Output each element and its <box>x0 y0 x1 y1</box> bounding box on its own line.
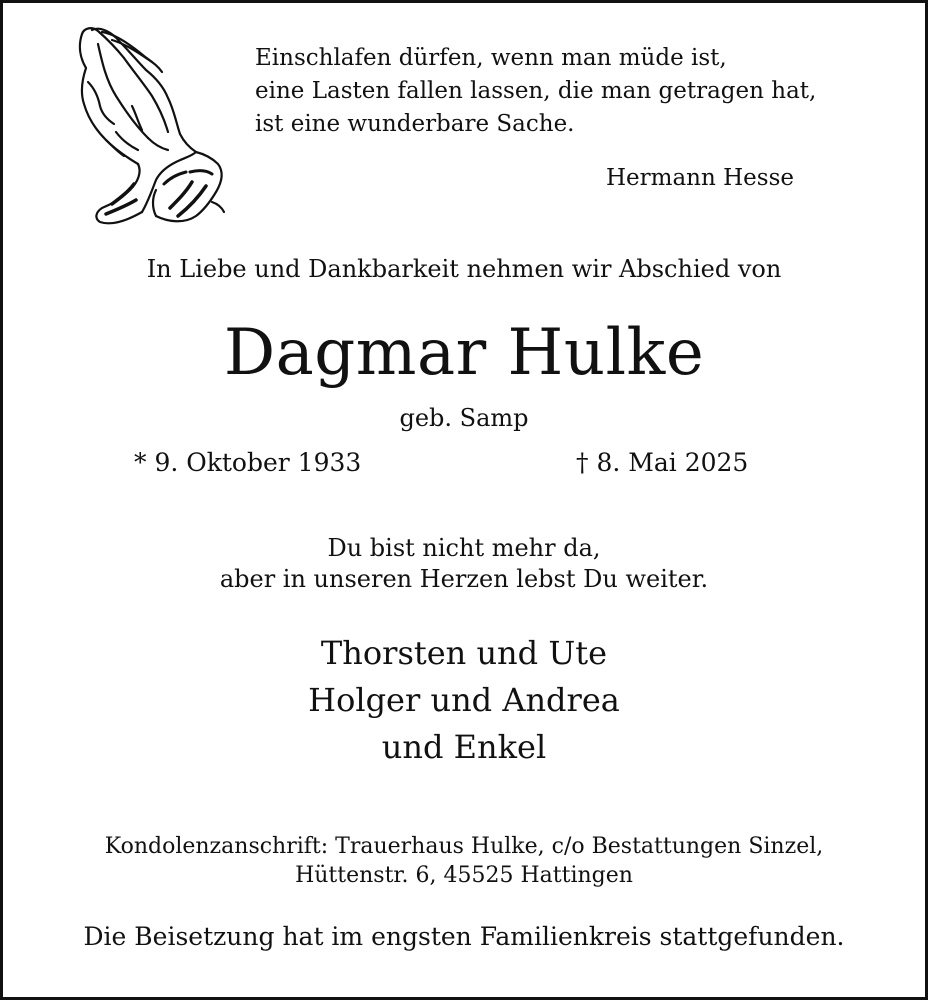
funeral-note: Die Beisetzung hat im engsten Familienkreis stattgefunden. <box>83 922 845 951</box>
verse-line: Du bist nicht mehr da, <box>327 534 601 562</box>
death-date: † 8. Mai 2025 <box>576 448 749 477</box>
address-line: Hüttenstr. 6, 45525 Hattingen <box>295 863 633 888</box>
quote-author: Hermann Hesse <box>606 165 795 191</box>
family-line: Thorsten und Ute <box>320 634 608 672</box>
address-line: Kondolenzanschrift: Trauerhaus Hulke, c/o Bestattungen Sinzel, <box>104 834 824 859</box>
quote-block <box>255 42 895 141</box>
quote-line: ist eine wunderbare Sache. <box>255 111 575 137</box>
deceased-name: Dagmar Hulke <box>223 316 705 390</box>
maiden-name: geb. Samp <box>399 404 529 432</box>
quote-line: eine Lasten fallen lassen, die man getragen hat, <box>255 78 817 104</box>
condolence-address <box>0 832 928 890</box>
family-line: Holger und Andrea <box>308 681 620 719</box>
intro-text: In Liebe und Dankbarkeit nehmen wir Abschied von <box>146 255 782 283</box>
verse-line: aber in unseren Herzen lebst Du weiter. <box>219 565 709 593</box>
family-line: und Enkel <box>381 728 547 766</box>
family-names <box>0 630 928 771</box>
quote-line: Einschlafen dürfen, wenn man müde ist, <box>255 45 727 71</box>
praying-hands-icon <box>72 22 228 227</box>
memorial-verse <box>0 533 928 595</box>
birth-date: * 9. Oktober 1933 <box>134 448 362 477</box>
